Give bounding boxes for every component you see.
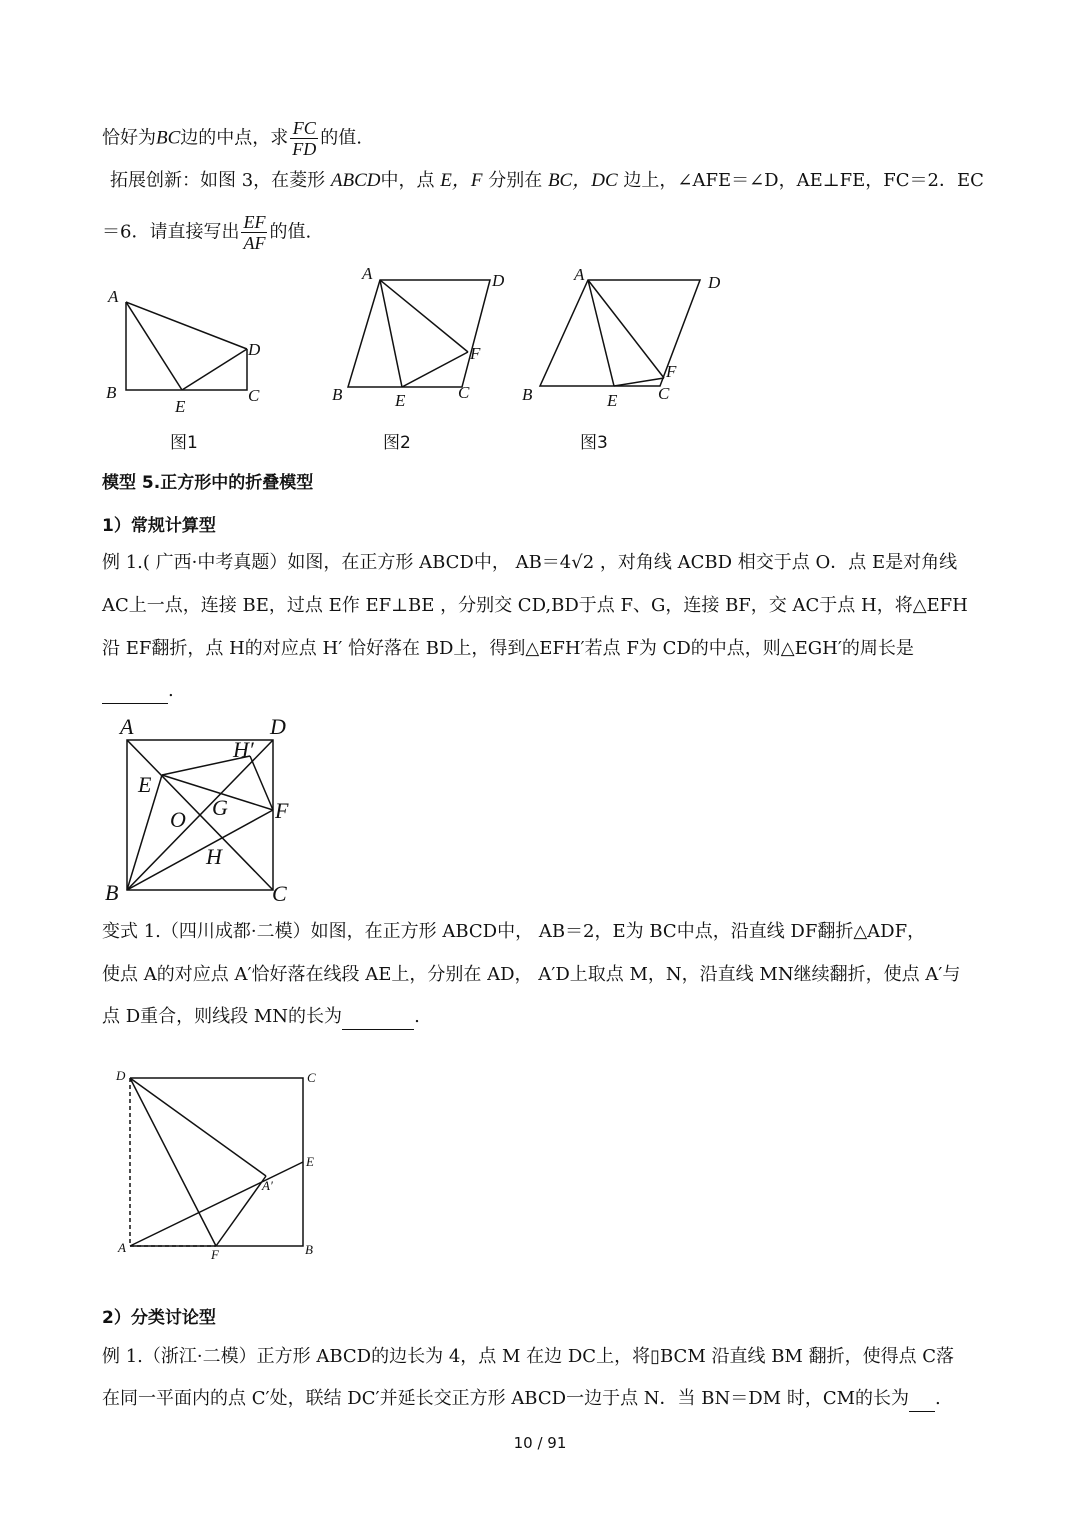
fig3-label-a: A (574, 265, 585, 284)
subsection-1: 1）常规计算型 (102, 516, 216, 536)
fig2-label-c: C (458, 383, 470, 402)
numerator: FC (290, 118, 318, 139)
var1-line-2: 使点 A的对应点 A′恰好落在线段 AE上，分别在 AD， A′D上取点 M，N，沿直线 MN继续翻折，使点 A′与 (102, 964, 961, 985)
ex1-label-d: D (270, 714, 286, 739)
text: 分别在 (488, 170, 543, 191)
fig2-label-b: B (332, 385, 343, 404)
fig2-label-f: F (470, 344, 481, 363)
math-abcd: ABCD (330, 170, 381, 191)
answer-blank[interactable] (102, 685, 168, 704)
fig2-caption: 图2 (383, 433, 411, 453)
fig1-line-ad (126, 302, 247, 349)
fig3-line-ef (614, 378, 664, 386)
text: 的值. (269, 221, 312, 243)
fig3-label-e: E (607, 391, 618, 410)
section-title: 模型 5.正方形中的折叠模型 (102, 473, 314, 493)
fraction-ef-af (241, 212, 267, 253)
answer-blank[interactable] (909, 1393, 935, 1412)
fig1-label-c: C (248, 386, 260, 405)
var1-label-a-prime: A′ (262, 1178, 273, 1193)
fig1-label-b: B (106, 383, 117, 402)
text: 拓展创新：如图 3，在菱形 (110, 170, 326, 191)
fig3-label-d: D (708, 273, 721, 292)
var1-line-1: 变式 1.（四川成都·二模）如图，在正方形 ABCD中， AB＝2，E为 BC中点，沿直线 DF翻折△ADF， (102, 921, 926, 942)
var1-label-d: D (116, 1068, 126, 1083)
fig1-line-ed (182, 349, 247, 390)
fig2-parallelogram (348, 280, 490, 387)
fig1-label-e: E (175, 397, 186, 416)
figure-2 (328, 262, 518, 412)
text: 在同一平面内的点 C′处，联结 DC′并延长交正方形 ABCD一边于点 N．当 BN＝DM 时，CM的长为 (102, 1388, 910, 1409)
fig1-line-ae (126, 302, 182, 390)
fig3-label-b: B (522, 385, 533, 404)
fig1-caption: 图1 (170, 433, 198, 453)
fraction-fc-fd (290, 118, 318, 159)
problem-line-2 (110, 168, 984, 194)
text: 的值. (320, 127, 363, 149)
figure-3 (518, 262, 728, 412)
figure-1 (100, 282, 280, 417)
problem-line-3 (102, 212, 311, 253)
numerator: EF (243, 212, 266, 232)
ex1-label-e: E (138, 772, 152, 797)
fig1-rect-sides (126, 302, 247, 390)
var1-line-da-prime (130, 1078, 266, 1176)
text: 恰好为 (102, 127, 156, 149)
math-bc: BC (156, 127, 181, 149)
fig2-line-ef (402, 352, 468, 387)
text: ＝6．请直接写出 (102, 221, 240, 243)
fig3-caption: 图3 (580, 433, 608, 453)
ex1-label-g: G (212, 795, 228, 820)
problem-line-1 (102, 118, 362, 159)
text: . (414, 1006, 420, 1027)
fig1-label-a: A (108, 287, 119, 306)
ex1-line-2: AC上一点，连接 BE，过点 E作 EF⊥BE ，分别交 CD,BD于点 F、G，连接 BF，交 AC于点 H，将△EFH (102, 595, 968, 616)
denominator: FD (292, 139, 317, 159)
fig3-label-f: F (666, 362, 677, 381)
figure-variant-1 (110, 1064, 330, 1264)
var1-label-f: F (211, 1247, 219, 1262)
var1-label-e: E (306, 1154, 314, 1169)
answer-blank[interactable] (342, 1011, 414, 1030)
ex1-label-h-prime: H′ (233, 737, 254, 762)
figure-example-1 (100, 712, 310, 908)
math-bc-dc: BC，DC (547, 170, 618, 191)
denominator: AF (243, 233, 266, 253)
ex1-label-o: O (170, 807, 186, 832)
var1-square (130, 1078, 303, 1246)
ex1-label-f: F (275, 798, 289, 823)
var1-line-ae (130, 1162, 303, 1246)
ex1-line-bf (127, 810, 273, 890)
ex1-line-1: 例 1.( 广西·中考真题）如图，在正方形 ABCD中， AB＝4√2 ，对角线 ACBD 相交于点 O．点 E是对角线 (102, 552, 958, 573)
var1-label-c: C (307, 1070, 316, 1085)
text: 中，点 (380, 170, 435, 191)
ex1-line-4 (102, 678, 174, 704)
ex2-line-1: 例 1.（浙江·二模）正方形 ABCD的边长为 4，点 M 在边 DC上，将▯BCM 沿直线 BM 翻折，使得点 C落 (102, 1346, 955, 1367)
text: . (935, 1388, 941, 1409)
page-number: 10 / 91 (513, 1434, 567, 1452)
ex1-label-c: C (272, 881, 287, 906)
text: . (168, 680, 174, 701)
ex1-label-b: B (105, 880, 119, 905)
ex1-label-a: A (120, 714, 134, 739)
var1-label-a: A (118, 1240, 126, 1255)
ex2-line-2 (102, 1386, 941, 1412)
fig2-label-e: E (395, 391, 406, 410)
fig2-label-a: A (362, 264, 373, 283)
var1-line-3 (102, 1004, 420, 1030)
text: 边上，∠AFE＝∠D，AE⊥FE，FC＝2．EC (623, 170, 984, 191)
ex1-label-h: H (206, 844, 222, 869)
ex1-line-3: 沿 EF翻折，点 H的对应点 H′ 恰好落在 BD上，得到△EFH′若点 F为 CD的中点，则△EGH′的周长是 (102, 638, 914, 659)
var1-line-fa-prime (216, 1176, 266, 1246)
math-ef: E，F (440, 170, 483, 191)
subsection-2: 2）分类讨论型 (102, 1308, 216, 1328)
var1-label-b: B (305, 1242, 313, 1257)
fig2-label-d: D (492, 271, 505, 290)
text: 边的中点，求 (180, 127, 289, 149)
fig3-label-c: C (658, 384, 670, 403)
ex1-line-hf (250, 756, 273, 810)
text: 点 D重合，则线段 MN的长为 (102, 1006, 343, 1027)
fig1-label-d: D (248, 340, 261, 359)
var1-line-df (130, 1078, 216, 1246)
